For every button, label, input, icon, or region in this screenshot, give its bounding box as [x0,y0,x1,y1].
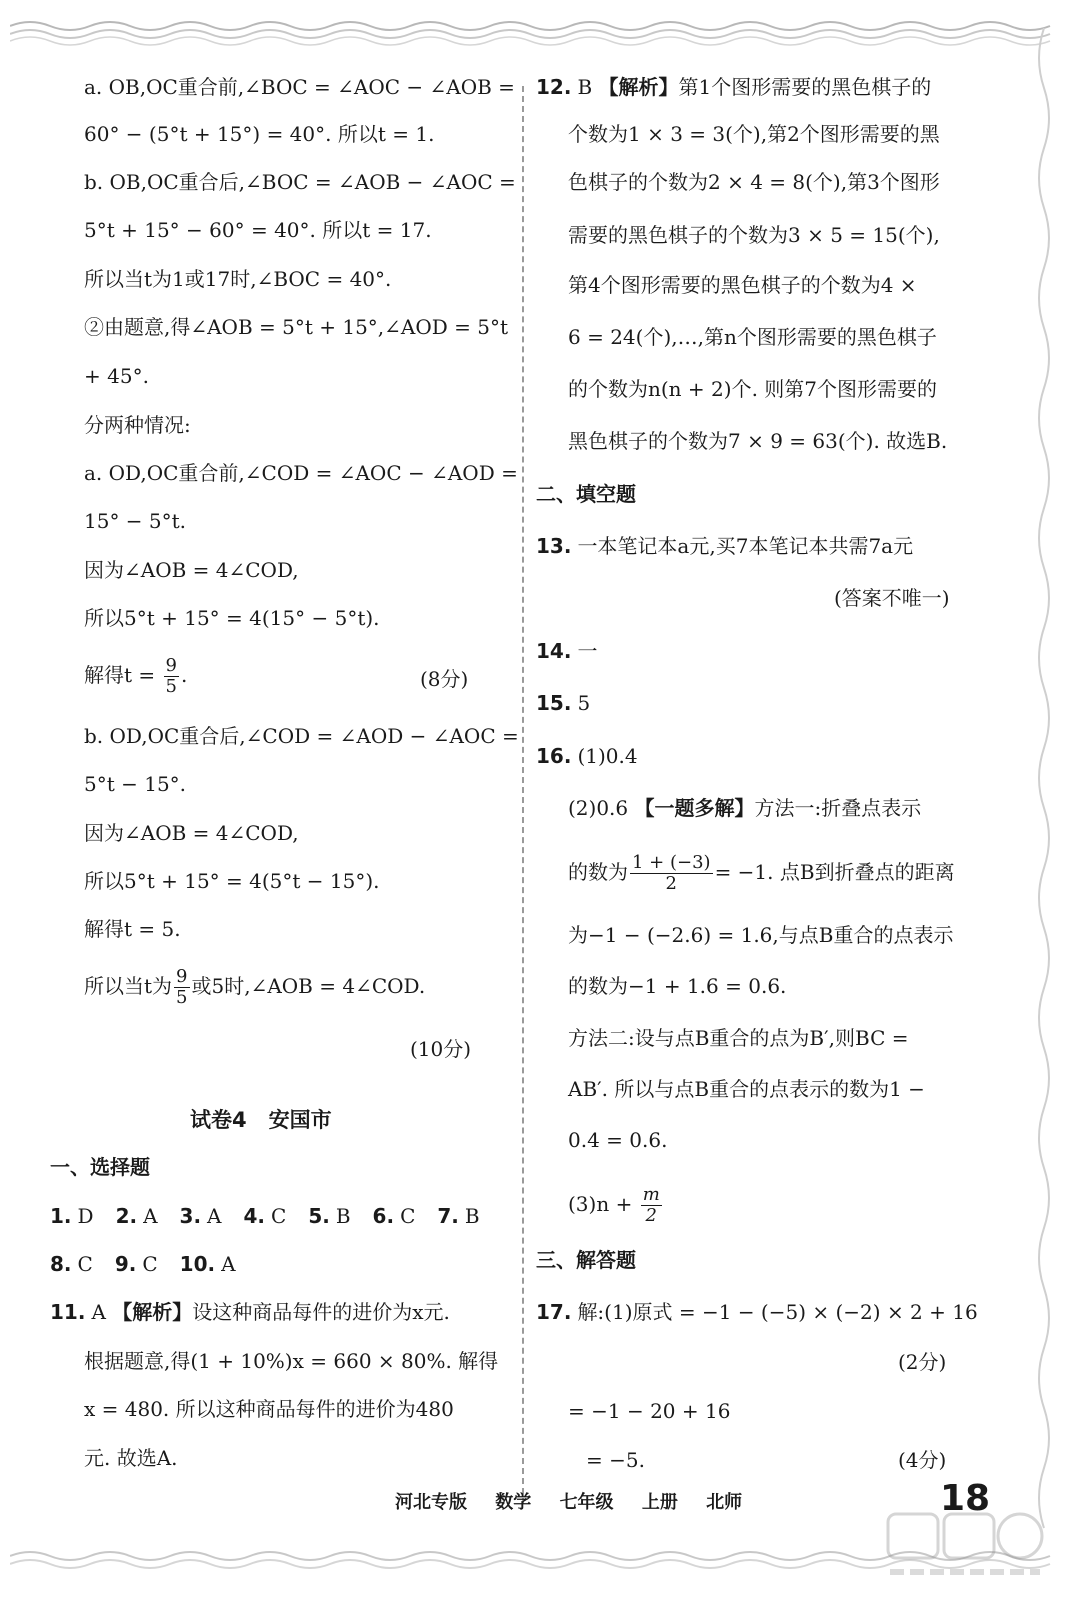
q16-part-3: (3)n + [568,1191,639,1216]
q11-line-2: 根据题意,得(1 + 10%)x = 660 × 80%. 解得 [84,1349,499,1373]
watermark-stamp [880,1500,1050,1590]
left-line-8: 分两种情况: [84,413,191,437]
analysis-tag: 【解析】 [598,75,679,99]
question-number: 7. [437,1204,459,1228]
mc-answer-item [115,1252,158,1276]
mc-answer-item [180,1204,222,1228]
left-line-18: 解得t = 5. [84,917,181,941]
mc-answer-item [180,1252,236,1276]
left-line-16: 因为∠AOB = 4∠COD, [84,821,299,845]
question-number: 4. [243,1204,266,1228]
q11-line-1 [50,1297,450,1327]
fraction-denominator: 5 [165,675,177,697]
conclusion-tail: 或5时,∠AOB = 4∠COD. [191,973,426,998]
section-heading-fill: 二、填空题 [536,482,636,506]
paper-title [190,1104,332,1134]
fraction-m-2 [641,1185,662,1226]
answer-letter: A [143,1204,158,1228]
answer-letter: B [577,75,593,99]
left-line-6: ②由题意,得∠AOB = 5°t + 15°,∠AOD = 5°t [84,315,509,339]
q16-line-4: 为−1 − (−2.6) = 1.6,与点B重合的点表示 [568,923,954,947]
multi-solution-tag: 【一题多解】 [634,796,755,820]
left-line-10: 15° − 5°t. [84,509,187,533]
fraction-denominator: 2 [645,1204,657,1226]
answer-letter: C [400,1204,416,1228]
q12-line-8: 黑色棋子的个数为7 × 9 = 63(个). 故选B. [568,429,948,453]
section-heading-solve: 三、解答题 [536,1248,636,1272]
footer-grade: 七年级 [559,1492,614,1513]
question-number: 12. [536,75,572,99]
q16-line-2 [568,793,921,823]
q17-text: 解:(1)原式 = −1 − (−5) × (−2) × 2 + 16 [577,1300,978,1324]
mc-answers-row-1 [50,1201,502,1231]
mc-answers-row-2 [50,1249,258,1279]
q12-line-5: 第4个图形需要的黑色棋子的个数为4 × [568,273,917,297]
q11-text: 设这种商品每件的进价为x元. [192,1300,450,1324]
q17-line-1 [536,1297,978,1327]
left-line-5: 所以当t为1或17时,∠BOC = 40°. [84,267,392,291]
q14-line [536,636,597,666]
question-number: 15. [536,691,572,715]
mc-answer-item [116,1204,158,1228]
q11-line-3: x = 480. 所以这种商品每件的进价为480 [84,1397,454,1421]
q16-line-3 [568,853,955,894]
fraction-9-5 [164,656,179,697]
analysis-tag: 【解析】 [112,1300,193,1324]
text: 的数为 [568,859,628,884]
section-heading-choice: 一、选择题 [50,1155,150,1179]
q11-line-4: 元. 故选A. [84,1446,178,1470]
question-number: 6. [372,1204,395,1228]
fraction-denominator: 5 [176,986,188,1008]
page-number: 18 [940,1478,991,1519]
answer-letter: A [91,1300,106,1324]
q13-text: 一本笔记本a元,买7本笔记本共需7a元 [577,534,914,558]
q15-line [536,688,590,718]
question-number: 16. [536,744,572,768]
question-number: 8. [50,1252,72,1276]
answer-letter: D [77,1204,94,1228]
answer-letter: A [207,1204,222,1228]
fraction-9-5 [174,967,189,1008]
footer-publisher: 北师 [706,1492,743,1513]
answer-letter: B [464,1204,480,1228]
footer-volume: 上册 [641,1492,678,1513]
q12-line-2: 个数为1 × 3 = 3(个),第2个图形需要的黑 [568,122,940,146]
question-number: 14. [536,639,572,663]
question-number: 13. [536,534,572,558]
paper-city: 安国市 [268,1108,332,1132]
left-line-3: b. OB,OC重合后,∠BOC = ∠AOB − ∠AOC = [84,170,516,194]
q12-line-3: 色棋子的个数为2 × 4 = 8(个),第3个图形 [568,170,940,194]
question-number: 3. [179,1204,202,1228]
q12-line-1 [536,72,931,102]
footer-edition: 河北专版 [395,1492,467,1513]
q16-line-8: 0.4 = 0.6. [568,1128,668,1152]
fraction-numerator: m [642,1184,660,1205]
q12-line-6: 6 = 24(个),…,第n个图形需要的黑色棋子 [568,325,937,349]
left-line-11: 因为∠AOB = 4∠COD, [84,558,299,582]
q16-part-1: (1)0.4 [577,744,638,768]
question-number: 9. [114,1252,137,1276]
left-line-15: 5°t − 15°. [84,772,187,796]
answer-letter: B [335,1204,351,1228]
score-2: (2分) [898,1350,947,1374]
q16-line-9 [568,1185,664,1226]
score-10: (10分) [410,1037,472,1061]
left-line-7: + 45°. [84,364,149,388]
page-footer [395,1488,764,1514]
question-number: 10. [179,1252,216,1276]
period: . [180,662,188,687]
answer-letter: A [221,1252,236,1276]
solve-text: 解得t = [84,662,162,687]
q16-part-2: (2)0.6 [568,796,629,820]
q13-note: (答案不唯一) [834,586,950,610]
score-8: (8分) [420,667,469,691]
top-border-decoration [10,18,1056,46]
question-number: 1. [50,1204,72,1228]
q16-line-7: AB′. 所以与点B重合的点表示的数为1 − [568,1077,925,1101]
q13-line [536,531,913,561]
left-line-13 [84,656,187,697]
q16-line-1 [536,741,638,771]
question-number: 11. [50,1300,86,1324]
fraction-numerator: 9 [176,966,188,987]
left-line-17: 所以5°t + 15° = 4(5°t − 15°). [84,869,380,893]
q12-text: 第1个图形需要的黑色棋子的 [678,75,932,99]
text: = −1. 点B到折叠点的距离 [714,859,955,884]
fraction-numerator: 1 + (−3) [632,852,711,873]
mc-answer-item [373,1204,416,1228]
question-number: 5. [308,1204,330,1228]
question-number: 2. [115,1204,138,1228]
conclusion-text: 所以当t为 [84,973,173,998]
q12-line-7: 的个数为n(n + 2)个. 则第7个图形需要的 [568,377,938,401]
mc-answer-item [437,1204,479,1228]
right-border-decoration [1030,28,1058,1568]
score-4: (4分) [898,1448,947,1472]
method-one: 方法一:折叠点表示 [754,796,922,820]
left-line-12: 所以5°t + 15° = 4(15° − 5°t). [84,606,380,630]
answer-letter: C [142,1252,158,1276]
answer-letter: C [77,1252,93,1276]
q16-line-6: 方法二:设与点B重合的点为B′,则BC = [568,1026,909,1050]
mc-answer-item [308,1204,350,1228]
left-line-1: a. OB,OC重合前,∠BOC = ∠AOC − ∠AOB = [84,75,515,99]
question-number: 17. [536,1300,572,1324]
left-line-2: 60° − (5°t + 15°) = 40°. 所以t = 1. [84,122,435,146]
footer-subject: 数学 [495,1492,532,1513]
left-line-19 [84,967,425,1008]
q15-answer: 5 [577,691,591,715]
paper-number: 试卷4 [190,1108,247,1132]
q12-line-4: 需要的黑色棋子的个数为3 × 5 = 15(个), [568,223,940,247]
fraction-numerator: 9 [165,655,177,676]
left-line-4: 5°t + 15° − 60° = 40°. 所以t = 17. [84,218,432,242]
fraction-fold-point [630,853,713,894]
answer-letter: C [271,1204,287,1228]
mc-answer-item [244,1204,287,1228]
q14-answer: 一 [577,639,598,663]
left-line-9: a. OD,OC重合前,∠COD = ∠AOC − ∠AOD = [84,461,518,485]
fraction-denominator: 2 [665,872,677,894]
mc-answer-item [50,1204,94,1228]
left-line-14: b. OD,OC重合后,∠COD = ∠AOD − ∠AOC = [84,724,519,748]
q17-line-3: = −5. [586,1448,645,1472]
q17-line-2: = −1 − 20 + 16 [568,1399,731,1423]
mc-answer-item [50,1252,93,1276]
q16-line-5: 的数为−1 + 1.6 = 0.6. [568,974,787,998]
column-divider [522,86,524,1504]
